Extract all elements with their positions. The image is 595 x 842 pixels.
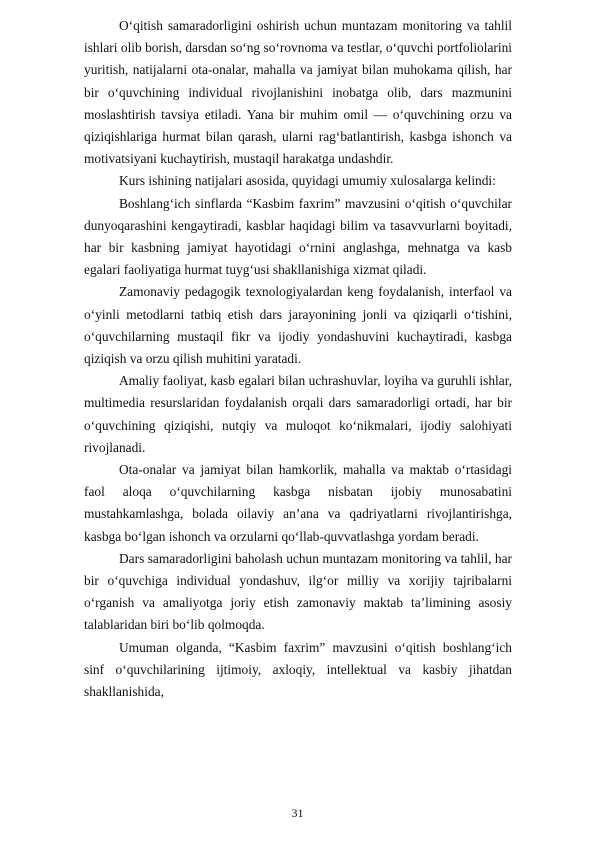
- paragraph-monitoring: O‘qitish samaradorligini oshirish uchun muntazam monitoring va tahlil ishlari olib borish, darsdan so‘ng so‘rovnoma va testlar, o‘quvchi portfoliolarini yuritish, natijalarni ota-onalar, mahalla va jamiyat bilan muhokama qilish, har bir o‘quvchining individual rivojlanishini inobatga olib, dars mazmunini moslashtirish tavsiya etiladi. Yana bir muhim omil — o‘quvchining orzu va qiziqishlariga hurmat bilan qarash, ularni rag‘batlantirish, kasbga ishonch va motivatsiyani kuchaytirish, mustaqil harakatga undashdir.: [84, 18, 512, 167]
- paragraph-worldview: Boshlang‘ich sinflarda “Kasbim faxrim” mavzusini o‘qitish o‘quvchilar dunyoqarashini kengaytiradi, kasblar haqidagi bilim va tasavvurlarni boyitadi, har bir kasbning jamiyat hayotidagi o‘rnini anglashga, mehnatga va kasb egalari faoliyatiga hurmat tuyg‘usi shakllanishiga xizmat qiladi.: [84, 195, 512, 278]
- body-text: [84, 15, 512, 703]
- paragraph-conclusions-intro: Kurs ishining natijalari asosida, quyidagi umumiy xulosalarga kelindi:: [119, 173, 496, 189]
- paragraph-technologies: Zamonaviy pedagogik texnologiyalardan keng foydalanish, interfaol va o‘yinli metodlarni tatbiq etish dars jarayonining jonli va qiziqarli o‘tishini, o‘quvchilarning mustaqil fikr va ijodiy yondashuvini kuchaytiradi, kasbga qiziqish va orzu qilish muhitini yaratadi.: [84, 284, 512, 367]
- paragraph-parents-cooperation: Ota-onalar va jamiyat bilan hamkorlik, mahalla va maktab o‘rtasidagi faol aloqa o‘quvchilarning kasbga nisbatan ijobiy munosabatini mustahkamlashga, bolada oilaviy an’ana va qadriyatlarni rivojlantirishga, kasbga bo‘lgan ishonch va orzularni qo‘llab-quvvatlashga yordam beradi.: [84, 462, 512, 544]
- paragraph-assessment: Dars samaradorligini baholash uchun muntazam monitoring va tahlil, har bir o‘quvchiga individual yondashuv, ilg‘or milliy va xorijiy tajribalarni o‘rganish va amaliyotga joriy etish zamonaviy maktab ta’limining asosiy talablaridan biri bo‘lib qolmoqda.: [84, 550, 512, 633]
- paragraph-summary: Umuman olganda, “Kasbim faxrim” mavzusini o‘qitish boshlang‘ich sinf o‘quvchilarining ijtimoiy, axloqiy, intellektual va kasbiy jihatdan shakllanishida,: [84, 639, 512, 700]
- paragraph-practical-activity: Amaliy faoliyat, kasb egalari bilan uchrashuvlar, loyiha va guruhli ishlar, multimedia resurslaridan foydalanish orqali dars samaradorligi ortadi, har bir o‘quvchining qiziqishi, nutqiy va muloqot ko‘nikmalari, ijodiy salohiyati rivojlanadi.: [84, 373, 512, 455]
- page-number: 31: [291, 806, 304, 820]
